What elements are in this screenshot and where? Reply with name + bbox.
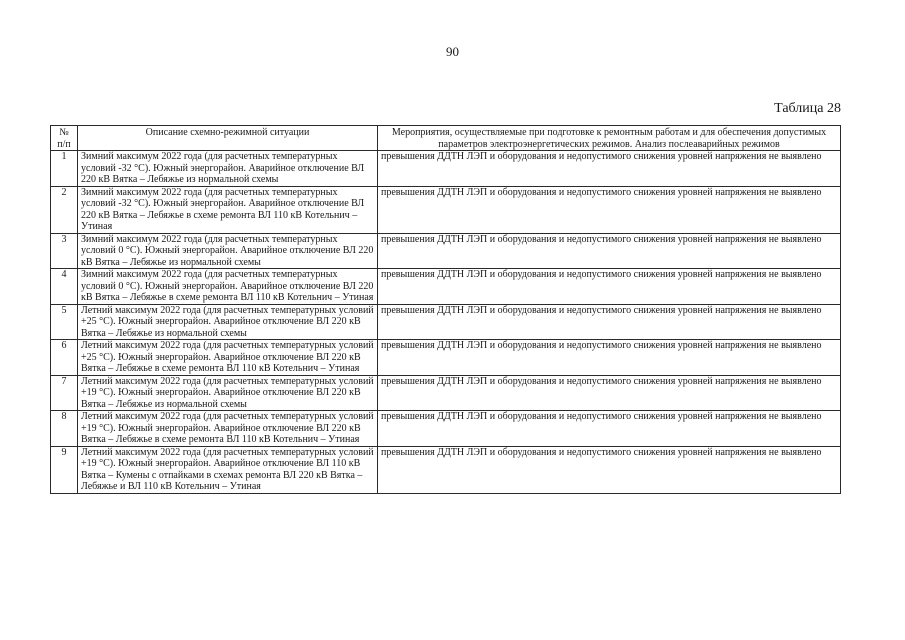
table-row	[51, 269, 841, 305]
table-row	[51, 340, 841, 376]
table-row	[51, 151, 841, 187]
table-header-row	[51, 126, 841, 151]
row-measures: превышения ДДТН ЛЭП и оборудования и недопустимого снижения уровней напряжения не выявлено	[378, 233, 841, 269]
row-number: 4	[51, 269, 78, 305]
row-number: 7	[51, 375, 78, 411]
row-description: Летний максимум 2022 года (для расчетных температурных условий +25 °С). Южный энергорайон. Аварийное отключение ВЛ 220 кВ Вятка – Лебяжье из нормальной схемы	[78, 304, 378, 340]
table-row	[51, 186, 841, 233]
row-description: Зимний максимум 2022 года (для расчетных температурных условий -32 °С). Южный энергорайон. Аварийное отключение ВЛ 220 кВ Вятка – Лебяжье из нормальной схемы	[78, 151, 378, 187]
row-description: Зимний максимум 2022 года (для расчетных температурных условий 0 °С). Южный энергорайон. Аварийное отключение ВЛ 220 кВ Вятка – Лебяжье в схеме ремонта ВЛ 110 кВ Котельнич – Утиная	[78, 269, 378, 305]
row-description: Зимний максимум 2022 года (для расчетных температурных условий 0 °С). Южный энергорайон. Аварийное отключение ВЛ 220 кВ Вятка – Лебяжье из нормальной схемы	[78, 233, 378, 269]
row-number: 5	[51, 304, 78, 340]
header-measures: Мероприятия, осуществляемые при подготовке к ремонтным работам и для обеспечения допустимых параметров электроэнергетических режимов. Анализ послеаварийных режимов	[378, 126, 841, 151]
scenario-table	[50, 125, 841, 494]
row-number: 2	[51, 186, 78, 233]
table-body	[51, 151, 841, 494]
row-measures: превышения ДДТН ЛЭП и оборудования и недопустимого снижения уровней напряжения не выявлено	[378, 269, 841, 305]
row-description: Летний максимум 2022 года (для расчетных температурных условий +25 °С). Южный энергорайон. Аварийное отключение ВЛ 220 кВ Вятка – Лебяжье в схеме ремонта ВЛ 110 кВ Котельнич – Утиная	[78, 340, 378, 376]
row-number: 1	[51, 151, 78, 187]
table-caption: Таблица 28	[774, 101, 841, 116]
row-measures: превышения ДДТН ЛЭП и оборудования и недопустимого снижения уровней напряжения не выявлено	[378, 375, 841, 411]
table-row	[51, 233, 841, 269]
header-num: № п/п	[51, 126, 78, 151]
row-number: 9	[51, 446, 78, 493]
row-number: 3	[51, 233, 78, 269]
row-measures: превышения ДДТН ЛЭП и оборудования и недопустимого снижения уровней напряжения не выявлено	[378, 446, 841, 493]
table-header	[51, 126, 841, 151]
table-row	[51, 446, 841, 493]
page-number: 90	[446, 44, 459, 59]
row-description: Летний максимум 2022 года (для расчетных температурных условий +19 °С). Южный энергорайон. Аварийное отключение ВЛ 220 кВ Вятка – Лебяжье в схеме ремонта ВЛ 110 кВ Котельнич – Утиная	[78, 411, 378, 447]
row-measures: превышения ДДТН ЛЭП и оборудования и недопустимого снижения уровней напряжения не выявлено	[378, 151, 841, 187]
row-measures: превышения ДДТН ЛЭП и оборудования и недопустимого снижения уровней напряжения не выявлено	[378, 411, 841, 447]
table-row	[51, 304, 841, 340]
row-number: 6	[51, 340, 78, 376]
table-row	[51, 411, 841, 447]
row-description: Летний максимум 2022 года (для расчетных температурных условий +19 °С). Южный энергорайон. Аварийное отключение ВЛ 110 кВ Вятка – Кумены с отпайками в схемах ремонта ВЛ 220 кВ Вятка – Лебяжье и ВЛ 110 кВ Котельнич – Утиная	[78, 446, 378, 493]
table-row	[51, 375, 841, 411]
row-description: Летний максимум 2022 года (для расчетных температурных условий +19 °С). Южный энергорайон. Аварийное отключение ВЛ 220 кВ Вятка – Лебяжье из нормальной схемы	[78, 375, 378, 411]
row-description: Зимний максимум 2022 года (для расчетных температурных условий -32 °С). Южный энергорайон. Аварийное отключение ВЛ 220 кВ Вятка – Лебяжье в схеме ремонта ВЛ 110 кВ Котельнич – Утиная	[78, 186, 378, 233]
row-measures: превышения ДДТН ЛЭП и оборудования и недопустимого снижения уровней напряжения не выявлено	[378, 186, 841, 233]
header-description: Описание схемно-режимной ситуации	[78, 126, 378, 151]
row-number: 8	[51, 411, 78, 447]
row-measures: превышения ДДТН ЛЭП и оборудования и недопустимого снижения уровней напряжения не выявлено	[378, 340, 841, 376]
row-measures: превышения ДДТН ЛЭП и оборудования и недопустимого снижения уровней напряжения не выявлено	[378, 304, 841, 340]
